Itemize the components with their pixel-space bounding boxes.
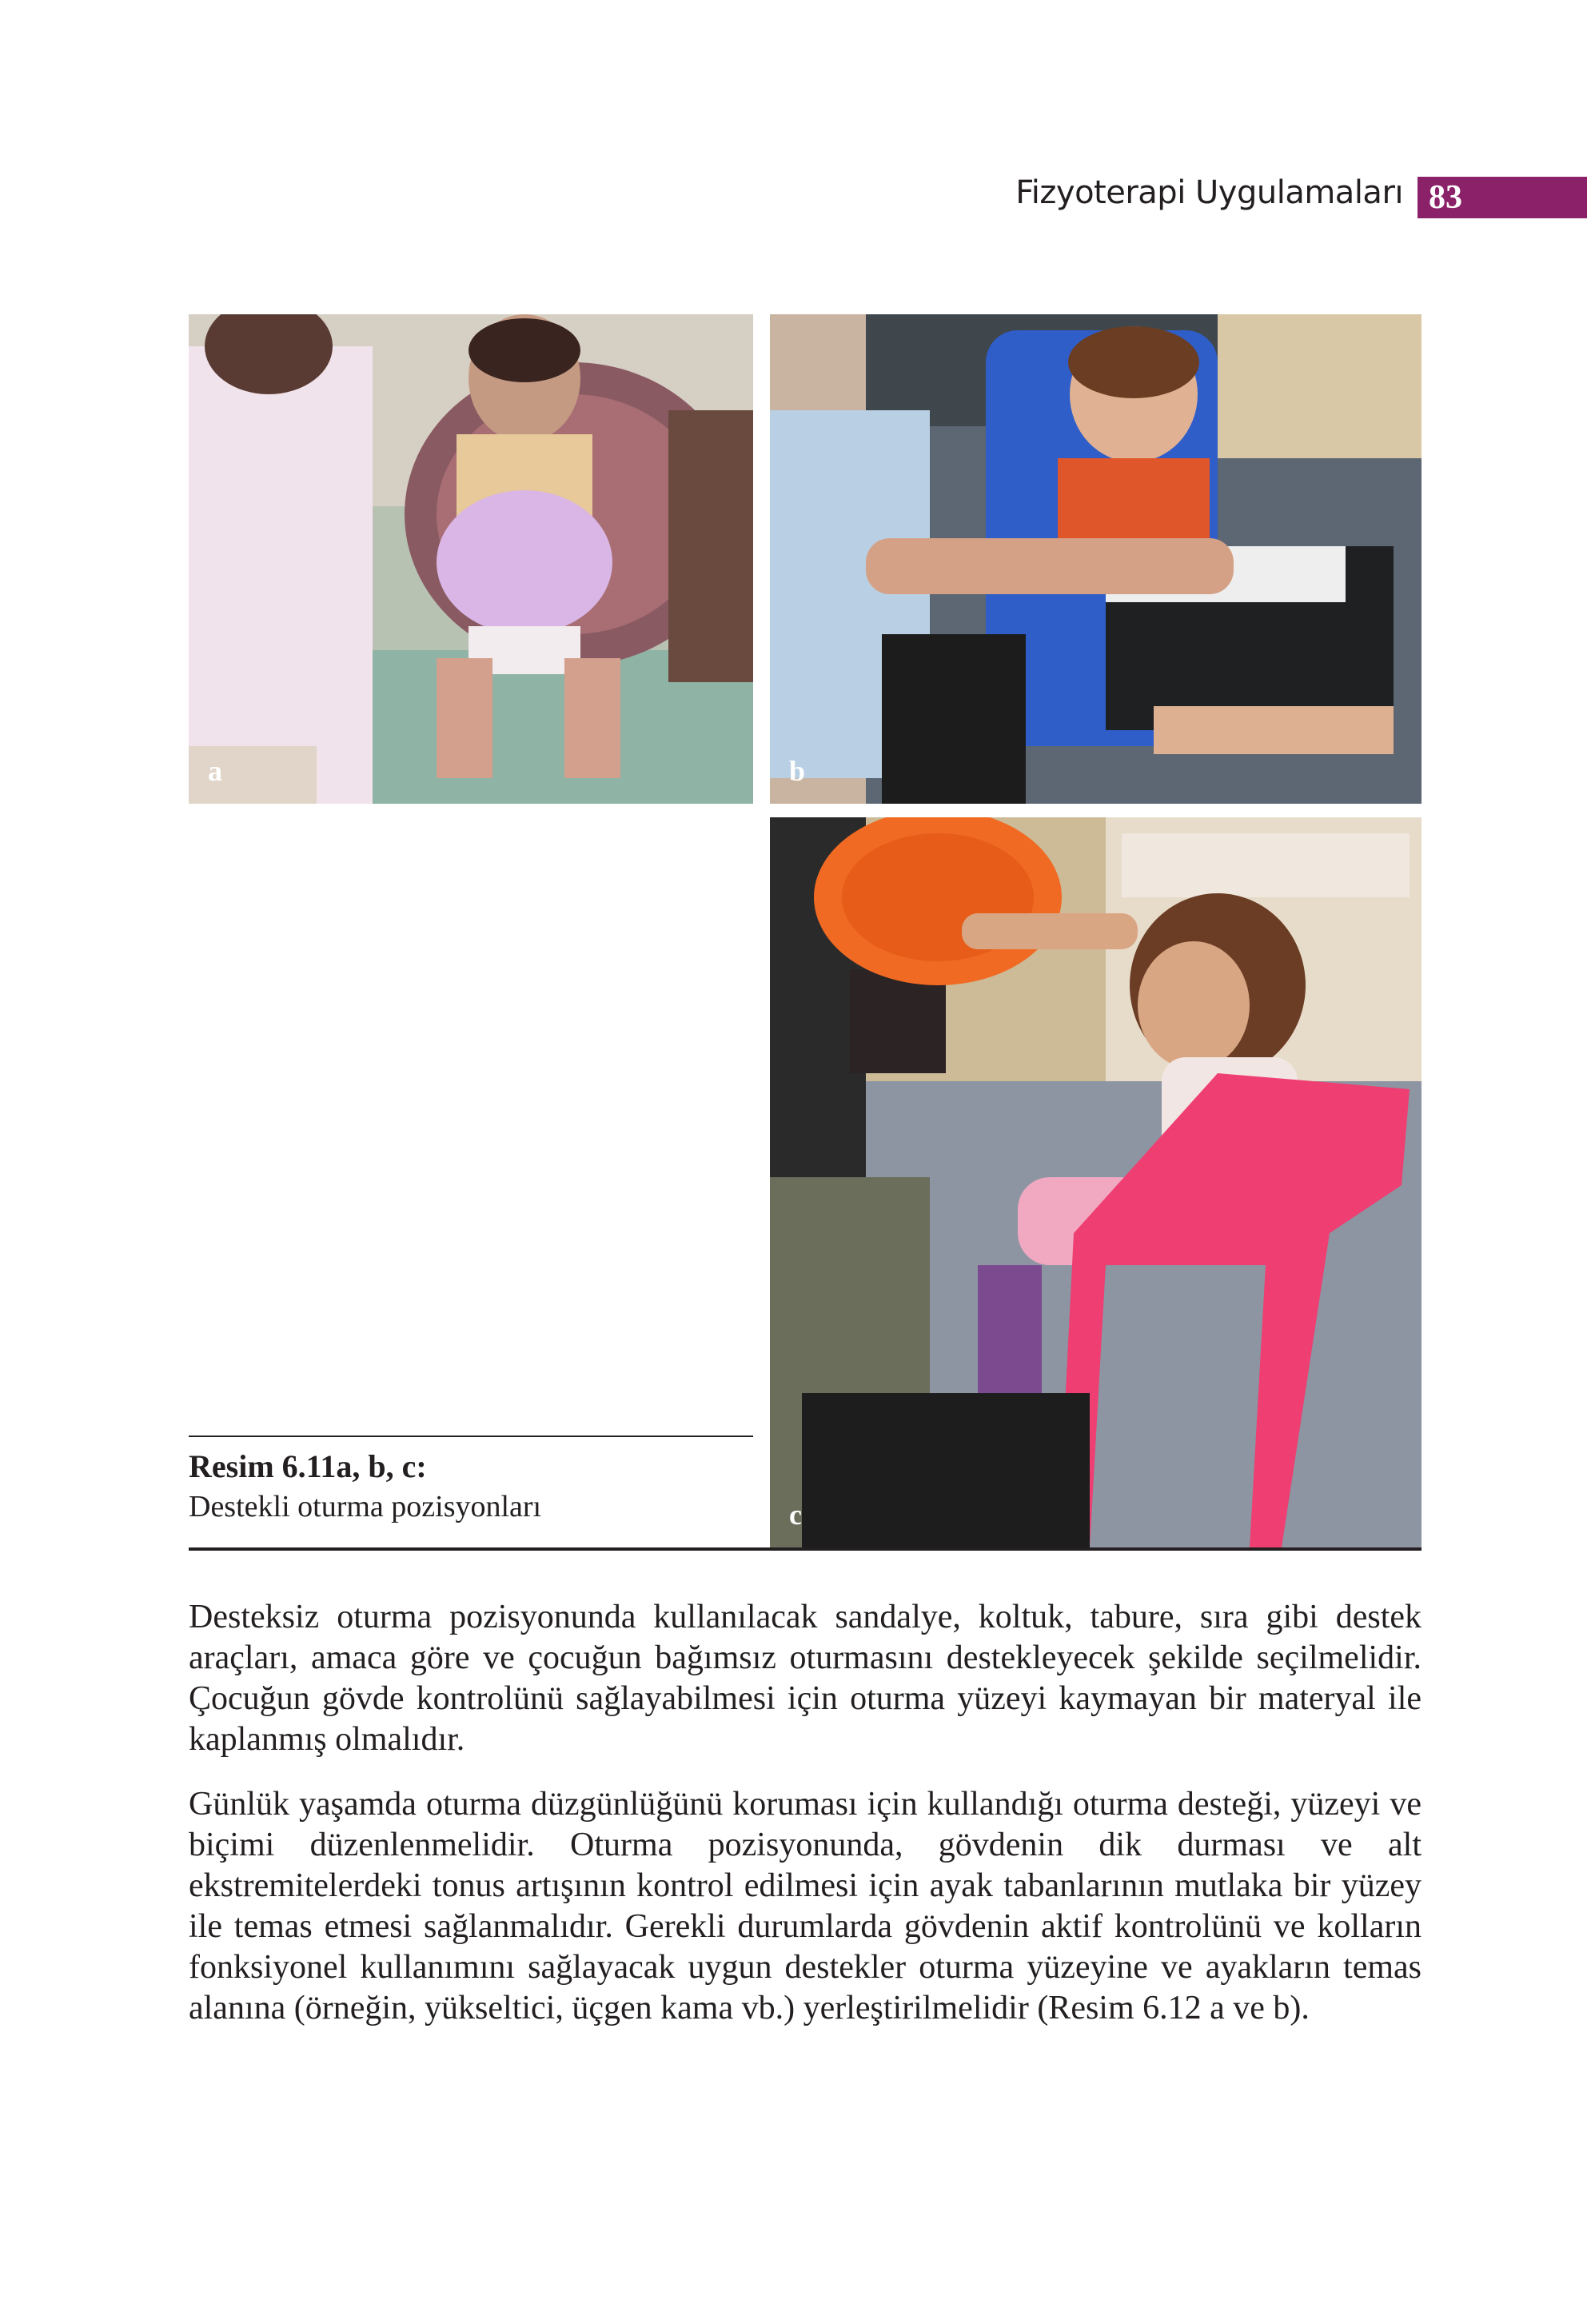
caption-rule-bottom (189, 1547, 1422, 1551)
photo-b (770, 314, 1422, 804)
photo-a-letter: a (208, 755, 222, 787)
body-paragraph-1: Desteksiz oturma pozisyonunda kullanılacak sandalye, koltuk, tabure, sıra gibi destek araçları, amaca göre ve çocuğun bağımsız oturmasını destekleyecek şekilde seçilmelidir. Çocuğun gövde kontrolünü sağlayabilmesi için oturma yüzeyi kaymayan bir materyal ile kaplanmış olmalıdır. (189, 1599, 1422, 1758)
running-header-title: Fizyoterapi Uygulamaları (1015, 174, 1403, 211)
body-paragraph-2: Günlük yaşamda oturma düzgünlüğünü koruması için kullandığı oturma desteği, yüzeyi ve biçimi düzenlenmelidir. Oturma pozisyonunda, gövdenin dik durması ve alt ekstremitelerdeki tonus artışının kontrol edilmesi için ayak tabanlarının mutlaka bir yüzey ile temas etmesi sağlanmalıdır. Gerekli durumlarda gövdenin aktif kontrolünü ve kolların fonksiyonel kullanımını sağlayacak uygun destekler oturma yüzeyine ve ayakların temas alanına (örneğin, yükseltici, üçgen kama vb.) yerleştirilmelidir (Resim 6.12 a ve b). (189, 1786, 1422, 2027)
photo-c-letter: c (789, 1499, 802, 1531)
photo-b-letter: b (789, 755, 806, 787)
photo-b-image (770, 314, 1422, 804)
photo-a (189, 314, 753, 804)
page-number-bar (1418, 177, 1587, 218)
caption-text: Destekli oturma pozisyonları (189, 1490, 542, 1523)
photo-a-image (189, 314, 753, 804)
photo-c-image (770, 817, 1422, 1547)
page-number: 83 (1429, 179, 1462, 216)
caption-rule-top (189, 1436, 753, 1437)
caption-title: Resim 6.11a, b, c: (189, 1448, 427, 1484)
photo-c (770, 817, 1422, 1547)
